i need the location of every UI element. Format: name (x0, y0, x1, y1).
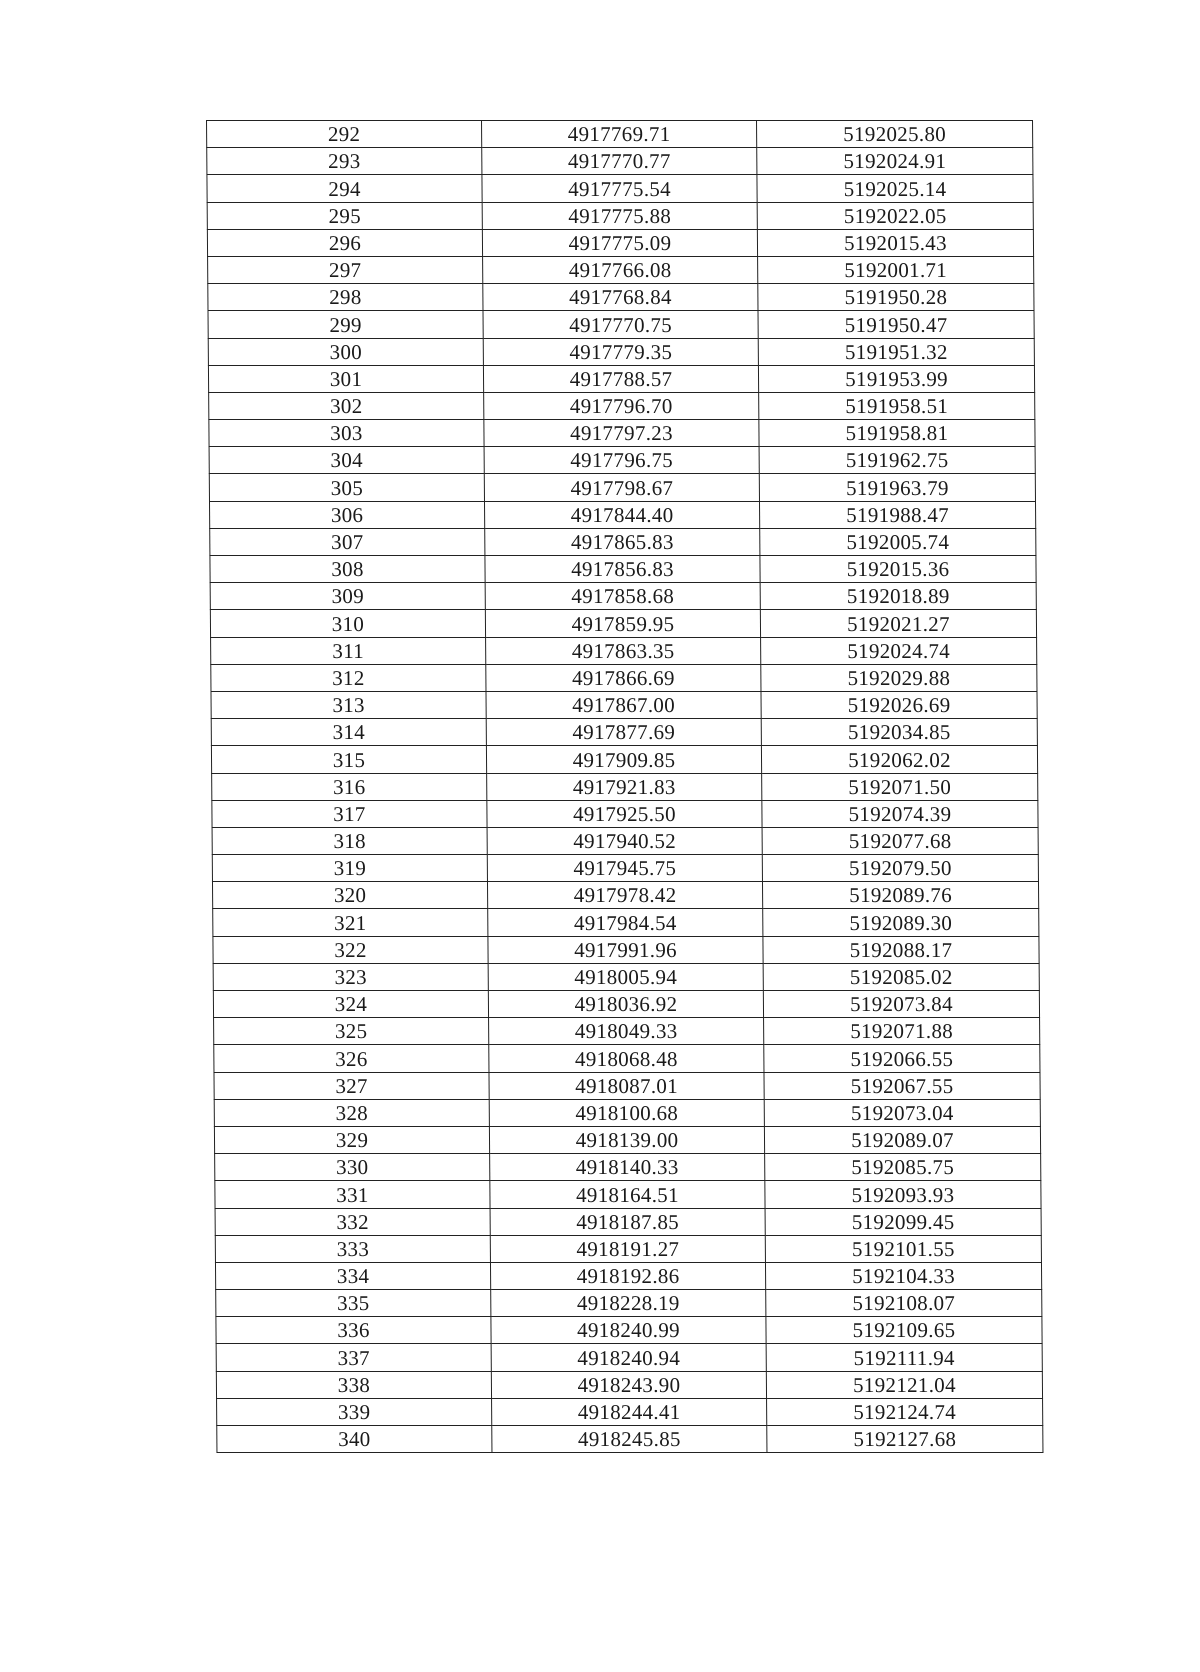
x-coordinate-cell: 4918240.94 (491, 1344, 766, 1371)
x-coordinate-cell: 4918087.01 (489, 1072, 764, 1099)
y-coordinate-cell: 5192109.65 (766, 1317, 1042, 1344)
point-number-cell: 332 (215, 1208, 490, 1235)
point-number-cell: 321 (213, 909, 488, 936)
point-number-cell: 309 (210, 583, 485, 610)
x-coordinate-cell: 4918243.90 (491, 1371, 766, 1398)
point-number-cell: 329 (214, 1126, 489, 1153)
point-number-cell: 296 (207, 229, 482, 256)
x-coordinate-cell: 4918192.86 (490, 1262, 765, 1289)
y-coordinate-cell: 5191963.79 (759, 474, 1035, 501)
point-number-cell: 301 (208, 365, 483, 392)
x-coordinate-cell: 4918164.51 (490, 1181, 765, 1208)
x-coordinate-cell: 4917984.54 (488, 909, 763, 936)
x-coordinate-cell: 4917796.75 (484, 447, 759, 474)
y-coordinate-cell: 5192026.69 (761, 691, 1037, 718)
table-row (212, 855, 1038, 882)
x-coordinate-cell: 4918244.41 (492, 1398, 767, 1425)
table-row (210, 583, 1036, 610)
x-coordinate-cell: 4917770.75 (483, 311, 758, 338)
point-number-cell: 319 (212, 855, 487, 882)
point-number-cell: 333 (215, 1235, 490, 1262)
table-row (207, 148, 1033, 175)
table-row (209, 474, 1035, 501)
point-number-cell: 292 (207, 121, 482, 148)
table-row (207, 229, 1033, 256)
x-coordinate-cell: 4917991.96 (488, 936, 763, 963)
x-coordinate-cell: 4917768.84 (483, 284, 758, 311)
y-coordinate-cell: 5192127.68 (767, 1426, 1043, 1453)
point-number-cell: 331 (215, 1181, 490, 1208)
y-coordinate-cell: 5192089.07 (764, 1126, 1040, 1153)
point-number-cell: 330 (215, 1154, 490, 1181)
y-coordinate-cell: 5192073.04 (764, 1099, 1040, 1126)
x-coordinate-cell: 4917921.83 (487, 773, 762, 800)
y-coordinate-cell: 5192067.55 (764, 1072, 1040, 1099)
x-coordinate-cell: 4918005.94 (488, 963, 763, 990)
x-coordinate-cell: 4917978.42 (487, 882, 762, 909)
coordinates-table (206, 120, 1043, 1453)
x-coordinate-cell: 4917867.00 (486, 691, 761, 718)
x-coordinate-cell: 4917775.09 (482, 229, 757, 256)
y-coordinate-cell: 5192101.55 (765, 1235, 1041, 1262)
y-coordinate-cell: 5192089.76 (762, 882, 1038, 909)
y-coordinate-cell: 5192024.91 (757, 148, 1033, 175)
y-coordinate-cell: 5192104.33 (765, 1262, 1041, 1289)
point-number-cell: 337 (216, 1344, 491, 1371)
table-row (208, 338, 1034, 365)
table-row (212, 882, 1038, 909)
table-row (210, 610, 1036, 637)
point-number-cell: 311 (211, 637, 486, 664)
y-coordinate-cell: 5192108.07 (766, 1290, 1042, 1317)
x-coordinate-cell: 4917766.08 (483, 256, 758, 283)
table-row (207, 175, 1033, 202)
point-number-cell: 326 (214, 1045, 489, 1072)
table-row (215, 1181, 1041, 1208)
table-row (210, 556, 1036, 583)
table-row (212, 827, 1038, 854)
point-number-cell: 338 (216, 1371, 491, 1398)
table-row (211, 637, 1037, 664)
table-row (207, 202, 1033, 229)
point-number-cell: 305 (209, 474, 484, 501)
x-coordinate-cell: 4917865.83 (485, 528, 760, 555)
x-coordinate-cell: 4917769.71 (482, 121, 757, 148)
y-coordinate-cell: 5191951.32 (758, 338, 1034, 365)
x-coordinate-cell: 4917775.54 (482, 175, 757, 202)
point-number-cell: 308 (210, 556, 485, 583)
point-number-cell: 336 (216, 1317, 491, 1344)
point-number-cell: 316 (212, 773, 487, 800)
point-number-cell: 318 (212, 827, 487, 854)
point-number-cell: 307 (210, 528, 485, 555)
y-coordinate-cell: 5192034.85 (761, 719, 1037, 746)
table-row (214, 1099, 1040, 1126)
point-number-cell: 334 (215, 1262, 490, 1289)
point-number-cell: 294 (207, 175, 482, 202)
point-number-cell: 325 (214, 1018, 489, 1045)
coordinates-table-body (207, 121, 1043, 1453)
x-coordinate-cell: 4917866.69 (486, 664, 761, 691)
y-coordinate-cell: 5191953.99 (758, 365, 1034, 392)
table-row (213, 963, 1039, 990)
table-row (213, 909, 1039, 936)
y-coordinate-cell: 5192062.02 (761, 746, 1037, 773)
table-row (214, 1018, 1040, 1045)
point-number-cell: 306 (209, 501, 484, 528)
table-row (207, 121, 1033, 148)
point-number-cell: 328 (214, 1099, 489, 1126)
x-coordinate-cell: 4917798.67 (484, 474, 759, 501)
point-number-cell: 303 (209, 420, 484, 447)
point-number-cell: 312 (211, 664, 486, 691)
y-coordinate-cell: 5192071.88 (764, 1018, 1040, 1045)
point-number-cell: 297 (208, 256, 483, 283)
y-coordinate-cell: 5192088.17 (763, 936, 1039, 963)
y-coordinate-cell: 5192074.39 (762, 800, 1038, 827)
point-number-cell: 317 (212, 800, 487, 827)
y-coordinate-cell: 5192124.74 (767, 1398, 1043, 1425)
x-coordinate-cell: 4917788.57 (483, 365, 758, 392)
point-number-cell: 324 (213, 991, 488, 1018)
table-row (208, 256, 1034, 283)
point-number-cell: 295 (207, 202, 482, 229)
x-coordinate-cell: 4917945.75 (487, 855, 762, 882)
point-number-cell: 335 (216, 1290, 491, 1317)
x-coordinate-cell: 4918100.68 (489, 1099, 764, 1126)
table-row (215, 1208, 1041, 1235)
table-row (214, 1126, 1040, 1153)
x-coordinate-cell: 4917779.35 (483, 338, 758, 365)
table-row (216, 1290, 1042, 1317)
point-number-cell: 299 (208, 311, 483, 338)
y-coordinate-cell: 5192085.02 (763, 963, 1039, 990)
x-coordinate-cell: 4917775.88 (482, 202, 757, 229)
x-coordinate-cell: 4918187.85 (490, 1208, 765, 1235)
point-number-cell: 298 (208, 284, 483, 311)
table-row (209, 392, 1035, 419)
table-row (208, 365, 1034, 392)
y-coordinate-cell: 5192001.71 (758, 256, 1034, 283)
table-row (215, 1262, 1041, 1289)
y-coordinate-cell: 5191958.51 (759, 392, 1035, 419)
y-coordinate-cell: 5192093.93 (765, 1181, 1041, 1208)
y-coordinate-cell: 5192005.74 (760, 528, 1036, 555)
y-coordinate-cell: 5191958.81 (759, 420, 1035, 447)
y-coordinate-cell: 5191950.47 (758, 311, 1034, 338)
x-coordinate-cell: 4918228.19 (491, 1290, 766, 1317)
table-row (209, 501, 1035, 528)
point-number-cell: 304 (209, 447, 484, 474)
y-coordinate-cell: 5192025.14 (757, 175, 1033, 202)
table-row (213, 991, 1039, 1018)
x-coordinate-cell: 4917877.69 (486, 719, 761, 746)
table-row (216, 1371, 1042, 1398)
point-number-cell: 340 (217, 1426, 492, 1453)
y-coordinate-cell: 5192079.50 (762, 855, 1038, 882)
x-coordinate-cell: 4917859.95 (485, 610, 760, 637)
table-row (214, 1045, 1040, 1072)
x-coordinate-cell: 4918245.85 (492, 1426, 767, 1453)
x-coordinate-cell: 4917844.40 (484, 501, 759, 528)
y-coordinate-cell: 5192073.84 (763, 991, 1039, 1018)
point-number-cell: 310 (210, 610, 485, 637)
table-row (208, 311, 1034, 338)
point-number-cell: 302 (209, 392, 484, 419)
point-number-cell: 293 (207, 148, 482, 175)
y-coordinate-cell: 5192066.55 (764, 1045, 1040, 1072)
y-coordinate-cell: 5192021.27 (760, 610, 1036, 637)
y-coordinate-cell: 5192085.75 (765, 1154, 1041, 1181)
y-coordinate-cell: 5192071.50 (762, 773, 1038, 800)
point-number-cell: 314 (211, 719, 486, 746)
y-coordinate-cell: 5192015.43 (757, 229, 1033, 256)
y-coordinate-cell: 5192015.36 (760, 556, 1036, 583)
table-row (208, 284, 1034, 311)
point-number-cell: 322 (213, 936, 488, 963)
table-row (217, 1426, 1043, 1453)
x-coordinate-cell: 4917940.52 (487, 827, 762, 854)
point-number-cell: 315 (211, 746, 486, 773)
table-row (211, 746, 1037, 773)
y-coordinate-cell: 5192099.45 (765, 1208, 1041, 1235)
x-coordinate-cell: 4917856.83 (485, 556, 760, 583)
x-coordinate-cell: 4917925.50 (487, 800, 762, 827)
table-row (210, 528, 1036, 555)
table-row (216, 1344, 1042, 1371)
table-row (211, 719, 1037, 746)
table-row (216, 1317, 1042, 1344)
table-row (209, 447, 1035, 474)
y-coordinate-cell: 5191962.75 (759, 447, 1035, 474)
x-coordinate-cell: 4918049.33 (489, 1018, 764, 1045)
y-coordinate-cell: 5192025.80 (757, 121, 1033, 148)
x-coordinate-cell: 4918139.00 (489, 1126, 764, 1153)
table-row (212, 800, 1038, 827)
x-coordinate-cell: 4917909.85 (486, 746, 761, 773)
x-coordinate-cell: 4917863.35 (486, 637, 761, 664)
point-number-cell: 313 (211, 691, 486, 718)
y-coordinate-cell: 5191950.28 (758, 284, 1034, 311)
point-number-cell: 320 (212, 882, 487, 909)
y-coordinate-cell: 5192111.94 (766, 1344, 1042, 1371)
y-coordinate-cell: 5192077.68 (762, 827, 1038, 854)
y-coordinate-cell: 5192024.74 (761, 637, 1037, 664)
y-coordinate-cell: 5191988.47 (759, 501, 1035, 528)
table-row (209, 420, 1035, 447)
x-coordinate-cell: 4918036.92 (488, 991, 763, 1018)
table-row (211, 664, 1037, 691)
y-coordinate-cell: 5192029.88 (761, 664, 1037, 691)
table-row (214, 1072, 1040, 1099)
table-row (215, 1154, 1041, 1181)
y-coordinate-cell: 5192089.30 (763, 909, 1039, 936)
x-coordinate-cell: 4918068.48 (489, 1045, 764, 1072)
x-coordinate-cell: 4917796.70 (484, 392, 759, 419)
point-number-cell: 323 (213, 963, 488, 990)
y-coordinate-cell: 5192022.05 (757, 202, 1033, 229)
table-row (211, 691, 1037, 718)
point-number-cell: 300 (208, 338, 483, 365)
point-number-cell: 339 (217, 1398, 492, 1425)
y-coordinate-cell: 5192121.04 (766, 1371, 1042, 1398)
table-row (213, 936, 1039, 963)
x-coordinate-cell: 4918140.33 (490, 1154, 765, 1181)
table-row (217, 1398, 1043, 1425)
x-coordinate-cell: 4918240.99 (491, 1317, 766, 1344)
x-coordinate-cell: 4918191.27 (490, 1235, 765, 1262)
point-number-cell: 327 (214, 1072, 489, 1099)
x-coordinate-cell: 4917797.23 (484, 420, 759, 447)
table-row (212, 773, 1038, 800)
table-row (215, 1235, 1041, 1262)
y-coordinate-cell: 5192018.89 (760, 583, 1036, 610)
x-coordinate-cell: 4917770.77 (482, 148, 757, 175)
x-coordinate-cell: 4917858.68 (485, 583, 760, 610)
